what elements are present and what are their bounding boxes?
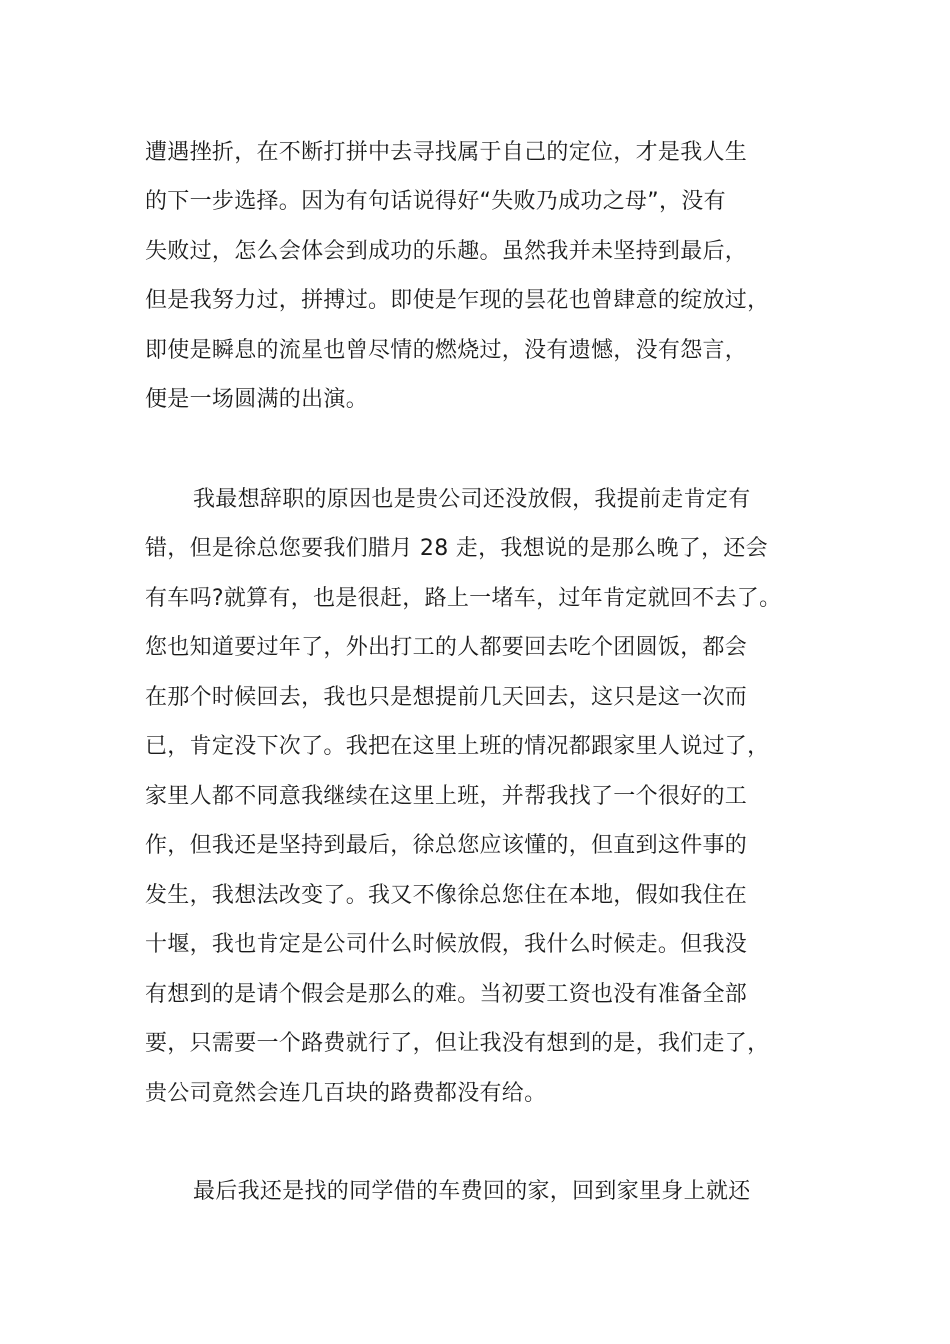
paragraph-3-line-1: 最后我还是找的同学借的车费回的家，回到家里身上就还 bbox=[193, 1179, 751, 1204]
paragraph-2-line-3: 有车吗?就算有，也是很赶，路上一堵车，过年肯定就回不去了。 bbox=[145, 586, 782, 611]
paragraph-1-line-3: 失败过，怎么会体会到成功的乐趣。虽然我并未坚持到最后， bbox=[145, 239, 748, 264]
paragraph-2-line-11: 有想到的是请个假会是那么的难。当初要工资也没有准备全部 bbox=[145, 982, 748, 1007]
paragraph-2-line-10: 十堰，我也肯定是公司什么时候放假，我什么时候走。但我没 bbox=[145, 932, 748, 957]
paragraph-2-line-2: 错，但是徐总您要我们腊月 28 走，我想说的是那么晚了，还会 bbox=[145, 536, 768, 561]
paragraph-2-line-13: 贵公司竟然会连几百块的路费都没有给。 bbox=[145, 1081, 547, 1106]
paragraph-2-line-9: 发生，我想法改变了。我又不像徐总您住在本地，假如我住在 bbox=[145, 883, 748, 908]
paragraph-1-line-4: 但是我努力过，拼搏过。即使是乍现的昙花也曾肆意的绽放过， bbox=[145, 288, 770, 313]
paragraph-1-line-6: 便是一场圆满的出演。 bbox=[145, 387, 369, 412]
paragraph-1-line-2: 的下一步选择。因为有句话说得好“失败乃成功之母”，没有 bbox=[145, 189, 726, 214]
paragraph-1-line-5: 即使是瞬息的流星也曾尽情的燃烧过，没有遗憾，没有怨言， bbox=[145, 338, 748, 363]
paragraph-2-line-1: 我最想辞职的原因也是贵公司还没放假，我提前走肯定有 bbox=[193, 487, 751, 512]
paragraph-2-line-4: 您也知道要过年了，外出打工的人都要回去吃个团圆饭，都会 bbox=[145, 635, 748, 660]
paragraph-2-line-5: 在那个时候回去，我也只是想提前几天回去，这只是这一次而 bbox=[145, 685, 748, 710]
paragraph-2-line-12: 要，只需要一个路费就行了，但让我没有想到的是，我们走了， bbox=[145, 1031, 770, 1056]
paragraph-2-line-8: 作，但我还是坚持到最后，徐总您应该懂的，但直到这件事的 bbox=[145, 833, 748, 858]
paragraph-2-line-7: 家里人都不同意我继续在这里上班，并帮我找了一个很好的工 bbox=[145, 784, 748, 809]
paragraph-1-line-1: 遭遇挫折，在不断打拼中去寻找属于自己的定位，才是我人生 bbox=[145, 140, 748, 165]
paragraph-2-line-6: 已，肯定没下次了。我把在这里上班的情况都跟家里人说过了， bbox=[145, 734, 770, 759]
